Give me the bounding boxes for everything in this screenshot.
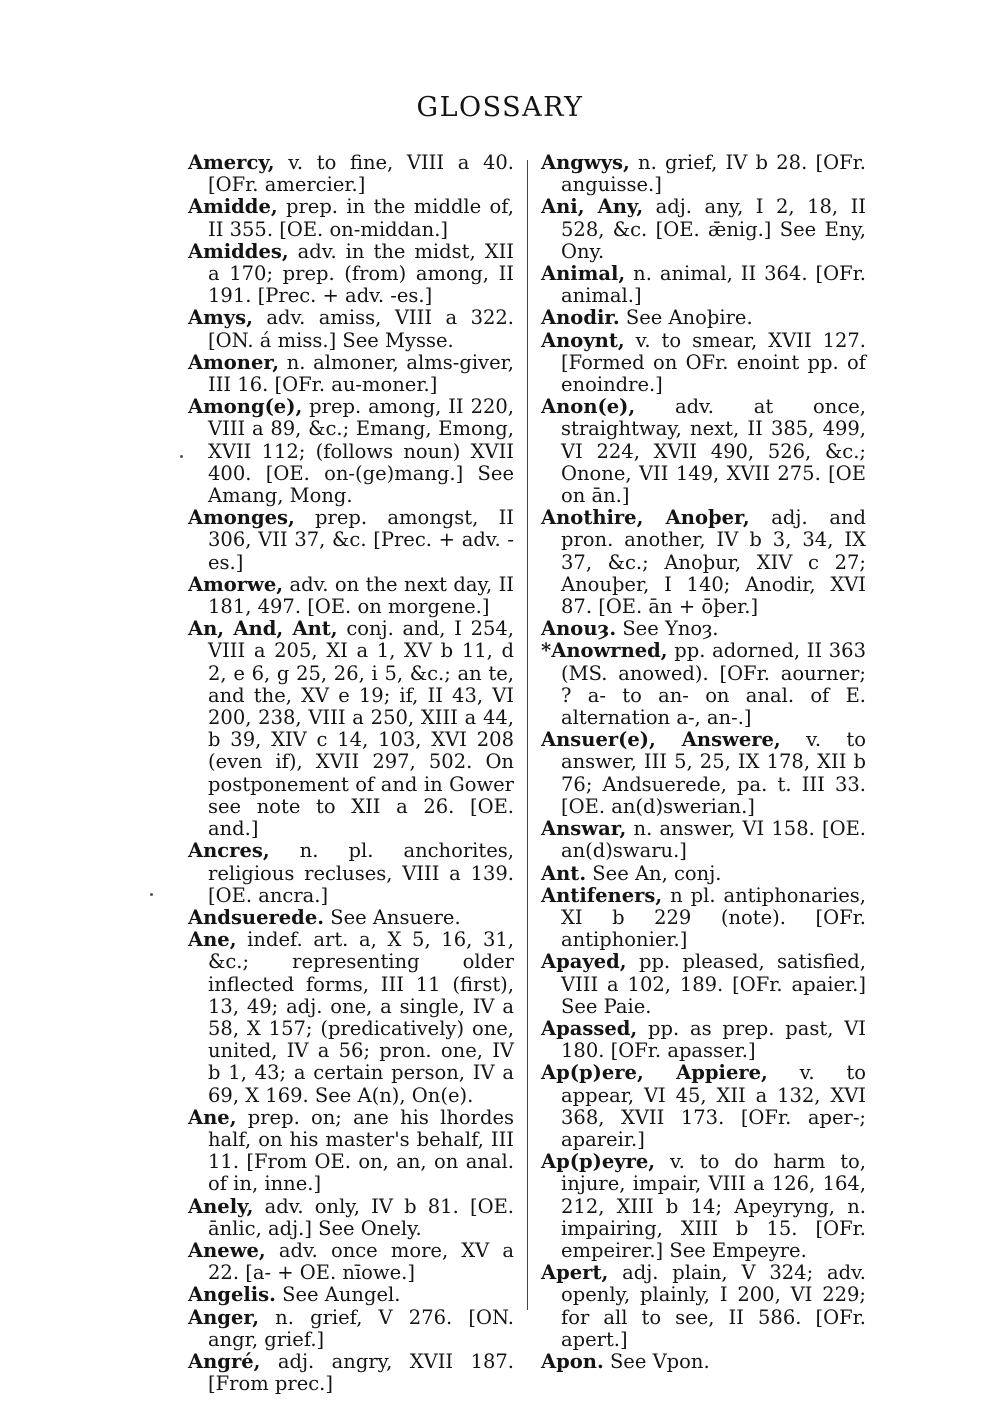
entry-definition: See Vpon. bbox=[603, 1349, 710, 1373]
entry-headword: An, And, Ant, bbox=[188, 617, 338, 641]
entry-definition: adv. only, IV b 81. [OE. ānlic, adj.] See Onely. bbox=[208, 1194, 514, 1240]
entry-definition: v. to fine, VIII a 40. [OFr. amercier.] bbox=[208, 151, 514, 197]
entry-headword: Antifeners, bbox=[541, 883, 663, 907]
page-title: GLOSSARY bbox=[416, 92, 584, 123]
entry-definition: n. pl. anchorites, religious recluses, VIII a 139. [OE. ancra.] bbox=[208, 839, 514, 907]
entry-definition: prep. amongst, II 306, VII 37, &c. [Prec. + adv. -es.] bbox=[208, 506, 514, 574]
entry-headword: Anoynt, bbox=[541, 328, 625, 352]
entry-headword: Amonges, bbox=[188, 506, 295, 530]
entry-headword: Angwys, bbox=[541, 151, 630, 174]
glossary-entry bbox=[188, 618, 514, 840]
entry-definition: n. almoner, alms-giver, III 16. [OFr. au-moner.] bbox=[208, 350, 514, 397]
glossary-entry bbox=[541, 1262, 866, 1351]
glossary-entry bbox=[541, 507, 866, 618]
glossary-entry bbox=[541, 885, 866, 952]
entry-definition: pp. as prep. past, VI 180. [OFr. apasser.] bbox=[561, 1016, 866, 1063]
entry-definition: pp. adorned, II 363 (MS. anowed). [OFr. aourner; ? a- to an- on anal. of E. alternation a-, an-.] bbox=[561, 639, 866, 730]
entry-definition: n. animal, II 364. [OFr. animal.] bbox=[561, 262, 866, 308]
entry-headword: Amidde, bbox=[188, 195, 278, 219]
entry-definition: n. answer, VI 158. [OE. an(d)swaru.] bbox=[561, 817, 866, 863]
entry-headword: Apon. bbox=[541, 1349, 604, 1373]
entry-definition: v. to do harm to, injure, impair, VIII a 126, 164, 212, XIII b 14; Apeyryng, n. impairing, XIII b 15. [OFr. empeirer.] See Empeyre. bbox=[561, 1150, 866, 1262]
entry-headword: Apassed, bbox=[541, 1016, 638, 1040]
entry-definition: v. to answer, III 5, 25, IX 178, XII b 76; Andsuerede, pa. t. III 33. [OE. an(d)swerian.] bbox=[561, 728, 867, 818]
glossary-entry bbox=[188, 1284, 514, 1306]
entry-headword: Angelis. bbox=[188, 1283, 276, 1307]
entry-headword: Ap(p)eyre, bbox=[541, 1150, 656, 1174]
entry-definition: conj. and, I 254, VIII a 205, XI a 1, XV b 11, d 2, e 6, g 25, 26, i 5, &c.; an te, and the, XV e 19; if, II 43, VI 200, 238, VIII a 250, XIII a 44, b 39, XIV c 14, 103, XVI 208 (even if), XVII 297, 502. On postponement of and in Gower see note to XII a 26. [OE. and.] bbox=[208, 617, 514, 841]
stray-ink-mark bbox=[150, 893, 153, 896]
column-divider bbox=[527, 160, 528, 1310]
glossary-entry bbox=[188, 1307, 514, 1351]
entry-headword: Ansuer(e), Answere, bbox=[541, 728, 781, 752]
entry-definition: adv. at once, straightway, next, II 385, 499, VI 224, XVII 490, 526, &c.; Onone, VII 149, XVII 275. [OE on ān.] bbox=[561, 395, 866, 508]
entry-definition: v. to smear, XVII 127. [Formed on OFr. enoint pp. of enoindre.] bbox=[561, 328, 866, 397]
entry-headword: Amoner, bbox=[188, 350, 279, 374]
entry-headword: Ane, bbox=[188, 928, 237, 952]
glossary-entry bbox=[188, 196, 514, 240]
glossary-entry bbox=[188, 1240, 514, 1284]
entry-headword: Anon(e), bbox=[541, 395, 636, 419]
glossary-entry bbox=[541, 330, 866, 397]
glossary-entry bbox=[541, 396, 866, 507]
glossary-entry bbox=[188, 396, 514, 507]
entry-definition: n pl. antiphonaries, XI b 229 (note). [OFr. antiphonier.] bbox=[561, 883, 866, 952]
glossary-entry bbox=[541, 818, 866, 862]
entry-headword: Angré, bbox=[188, 1349, 261, 1373]
glossary-entry bbox=[541, 307, 866, 329]
entry-definition: See Ynoȝ. bbox=[616, 617, 719, 641]
glossary-entry bbox=[188, 1107, 514, 1196]
entry-definition: adj. and pron. another, IV b 3, 34, IX 37, &c.; Anoþur, XIV c 27; Anouþer, I 140; Anodir, XVI 87. [OE. ān + ōþer.] bbox=[561, 506, 866, 619]
glossary-entry bbox=[188, 907, 514, 929]
entry-headword: Apert, bbox=[541, 1261, 609, 1285]
glossary-entry bbox=[541, 1151, 866, 1262]
glossary-entry bbox=[541, 1018, 866, 1062]
glossary-entry bbox=[541, 640, 866, 729]
glossary-column-left bbox=[188, 152, 514, 1395]
entry-definition: prep. on; ane his lhordes half, on his master's behalf, III 11. [From OE. on, an, on anal. of in, inne.] bbox=[208, 1105, 514, 1196]
glossary-entry bbox=[188, 307, 514, 351]
entry-definition: n. grief, V 276. [ON. angr, grief.] bbox=[208, 1305, 514, 1351]
entry-headword: Anely, bbox=[188, 1194, 254, 1218]
entry-headword: Anothire, Anoþer, bbox=[541, 506, 750, 530]
entry-headword: Amercy, bbox=[188, 151, 275, 174]
glossary-entry bbox=[541, 1062, 866, 1151]
entry-headword: Anger, bbox=[188, 1305, 259, 1329]
glossary-entry bbox=[541, 618, 866, 640]
glossary-entry bbox=[188, 152, 514, 196]
entry-definition: indef. art. a, X 5, 16, 31, &c.; representing older inflected forms, III 11 (first), 13, 49; adj. one, a single, IV a 58, X 157; (predicatively) one, united, IV a 56; pron. one, IV b 1, 43; a certain person, IV a 69, X 169. See A(n), On(e). bbox=[208, 928, 514, 1107]
entry-headword: Amys, bbox=[188, 306, 253, 330]
glossary-entry bbox=[188, 840, 514, 907]
entry-definition: prep. among, II 220, VIII a 89, &c.; Emang, Emong, XVII 112; (follows noun) XVII 400. [OE. on-(ge)mang.] See Amang, Mong. bbox=[208, 395, 514, 508]
entry-definition: See Anoþire. bbox=[619, 306, 753, 330]
entry-headword: Amorwe, bbox=[188, 572, 284, 596]
glossary-entry bbox=[541, 951, 866, 1018]
glossary-entry bbox=[541, 1351, 866, 1373]
glossary-entry bbox=[541, 863, 866, 885]
entry-definition: See Ansuere. bbox=[324, 905, 461, 929]
entry-headword: Animal, bbox=[541, 262, 626, 286]
entry-definition: pp. pleased, satisfied, VIII a 102, 189. [OFr. apaier.] See Paie. bbox=[561, 950, 866, 1018]
entry-headword: Ap(p)ere, Appiere, bbox=[541, 1061, 768, 1085]
entry-definition: v. to appear, VI 45, XII a 132, XVI 368, XVII 173. [OFr. aper-; apareir.] bbox=[561, 1061, 866, 1151]
entry-definition: adj. plain, V 324; adv. openly, plainly, I 200, VI 229; for all to see, II 586. [OFr. apert.] bbox=[561, 1261, 866, 1351]
entry-definition: adv. in the midst, XII a 170; prep. (from) among, II 191. [Prec. + adv. -es.] bbox=[208, 239, 514, 308]
entry-definition: prep. in the middle of, II 355. [OE. on-middan.] bbox=[208, 195, 514, 241]
glossary-entry bbox=[541, 263, 866, 307]
entry-definition: adj. angry, XVII 187. [From prec.] bbox=[208, 1349, 514, 1396]
entry-definition: adv. on the next day, II 181, 497. [OE. on morgene.] bbox=[208, 572, 514, 619]
entry-headword: Anouȝ. bbox=[541, 617, 617, 641]
glossary-entry bbox=[188, 1351, 514, 1395]
glossary-entry bbox=[188, 1196, 514, 1240]
entry-headword: Amiddes, bbox=[188, 239, 289, 263]
glossary-column-right bbox=[541, 152, 866, 1373]
entry-definition: adv. once more, XV a 22. [a- + OE. nīowe.] bbox=[208, 1238, 514, 1285]
glossary-entry bbox=[188, 574, 514, 618]
glossary-entry bbox=[188, 929, 514, 1107]
entry-headword: Ancres, bbox=[188, 839, 270, 863]
entry-headword: *Anowrned, bbox=[541, 639, 668, 663]
entry-headword: Anewe, bbox=[188, 1238, 266, 1262]
entry-definition: adj. any, I 2, 18, II 528, &c. [OE. ǣnig.] See Eny, Ony. bbox=[561, 195, 866, 263]
glossary-entry bbox=[541, 152, 866, 196]
stray-ink-mark bbox=[180, 455, 183, 458]
entry-headword: Ani, Any, bbox=[541, 195, 644, 219]
glossary-entry bbox=[541, 196, 866, 263]
glossary-entry bbox=[188, 507, 514, 574]
entry-headword: Ant. bbox=[541, 861, 587, 885]
glossary-entry bbox=[188, 352, 514, 396]
entry-definition: See An, conj. bbox=[586, 861, 722, 885]
entry-definition: adv. amiss, VIII a 322. [ON. á miss.] See Mysse. bbox=[208, 306, 514, 352]
entry-definition: See Aungel. bbox=[275, 1283, 401, 1307]
entry-headword: Anodir. bbox=[541, 306, 620, 330]
entry-definition: n. grief, IV b 28. [OFr. anguisse.] bbox=[561, 151, 866, 197]
glossary-entry bbox=[541, 729, 866, 818]
glossary-entry bbox=[188, 241, 514, 308]
entry-headword: Apayed, bbox=[541, 950, 627, 974]
entry-headword: Answar, bbox=[541, 817, 627, 841]
entry-headword: Among(e), bbox=[188, 395, 303, 419]
entry-headword: Ane, bbox=[188, 1105, 237, 1129]
entry-headword: Andsuerede. bbox=[188, 905, 325, 929]
